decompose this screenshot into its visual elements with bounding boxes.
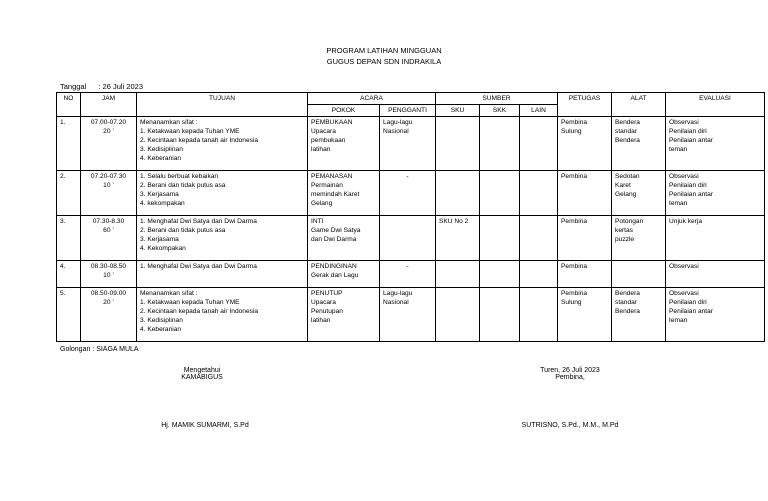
header-skk: SKK: [480, 105, 520, 117]
pembina-title: Pembina,: [555, 374, 585, 381]
cell-line: Permainan: [311, 182, 343, 189]
cell-line: 08.30-08.50: [90, 263, 127, 270]
cell-jam: [81, 288, 137, 342]
cell-lain: [520, 261, 558, 288]
cell-petugas: [558, 288, 612, 342]
cell-pengganti: [380, 171, 436, 216]
cell-skk: [480, 117, 520, 171]
cell-line: Sulung: [561, 299, 582, 306]
golongan-label: Golongan : SIAGA MULA: [60, 346, 139, 353]
cell-alat: [612, 117, 666, 171]
cell-line: 20 ’: [103, 299, 114, 306]
cell-evaluasi: [666, 171, 765, 216]
cell-line: Gelang: [615, 191, 637, 198]
approval-block: [152, 367, 252, 381]
cell-petugas: [558, 171, 612, 216]
header-sumber: SUMBER: [436, 93, 558, 105]
header-alat: ALAT: [612, 93, 666, 117]
cell-line: latihan: [311, 317, 331, 324]
cell-line: Penutupan: [311, 308, 343, 315]
header-pokok: POKOK: [308, 105, 380, 117]
cell-alat: [612, 216, 666, 261]
header-lain: LAIN: [520, 105, 558, 117]
cell-line: 1. Selalu berbuat kebaikan: [140, 173, 219, 180]
cell-line: 4. kekompakan: [140, 200, 185, 207]
header-petugas: PETUGAS: [558, 93, 612, 117]
cell-sku: [436, 261, 480, 288]
date-line: [60, 82, 143, 91]
cell-line: Penilaian diri: [669, 299, 707, 306]
header-no: NO: [57, 93, 81, 117]
cell-line: Pembina: [561, 173, 588, 180]
document-subtitle: GUGUS DEPAN SDN INDRAKILA: [326, 57, 442, 66]
cell-sku: [436, 171, 480, 216]
cell-line: Lagu-lagu: [383, 119, 413, 126]
cell-line: Observasi: [669, 119, 699, 126]
cell-line: Menanamkan sifat :: [140, 119, 198, 126]
cell-line: Penilaian diri: [669, 182, 707, 189]
cell-line: PEMBUKAAN: [311, 119, 353, 126]
approval-label: Mengetahui: [183, 367, 221, 374]
cell-pengganti: [380, 288, 436, 342]
cell-line: 1. Menghafal Dwi Satya dan Dwi Darma: [140, 263, 257, 270]
cell-line: 08.50-09.00: [90, 290, 127, 297]
cell-line: Karet: [615, 182, 631, 189]
header-sku: SKU: [436, 105, 480, 117]
cell-line: Nasional: [383, 128, 409, 135]
approval-title: KAMABIGUS: [181, 374, 223, 381]
cell-petugas: [558, 216, 612, 261]
cell-jam: [81, 117, 137, 171]
cell-pengganti: [380, 216, 436, 261]
cell-line: 2. Berani dan tidak putus asa: [140, 227, 226, 234]
cell-tujuan: [137, 288, 308, 342]
cell-tujuan: [137, 117, 308, 171]
date-value: : 26 Juli 2023: [98, 82, 143, 91]
cell-line: Sedotan: [615, 173, 640, 180]
cell-line: Pembina: [561, 263, 588, 270]
cell-line: Upacara: [311, 299, 336, 306]
cell-line: -: [406, 263, 409, 270]
cell-line: teman: [669, 317, 688, 324]
cell-alat: [612, 261, 666, 288]
cell-line: 60 ’: [103, 227, 114, 234]
cell-line: 3. Kerjasama: [140, 191, 179, 198]
cell-lain: [520, 171, 558, 216]
cell-line: Game Dwi Satya: [311, 227, 361, 234]
table-row: [57, 117, 765, 171]
cell-no: 3.: [57, 216, 81, 261]
cell-pengganti: [380, 117, 436, 171]
cell-line: standar: [615, 128, 638, 135]
cell-line: 07.30-8.30: [92, 218, 125, 225]
cell-pokok: [308, 288, 380, 342]
cell-line: Pembina: [561, 290, 588, 297]
cell-line: 4. Keberanian: [140, 326, 182, 333]
cell-lain: [520, 288, 558, 342]
cell-jam: [81, 261, 137, 288]
table-body: [57, 117, 765, 342]
cell-alat: [612, 171, 666, 216]
cell-line: 07.20-07.30: [90, 173, 127, 180]
cell-line: 1. Ketakwaan kepada Tuhan YME: [140, 299, 240, 306]
header-jam: JAM: [81, 93, 137, 117]
cell-line: Penilaian antar: [669, 308, 714, 315]
cell-line: Potongan: [615, 218, 644, 225]
cell-line: 1. Ketakwaan kepada Tuhan YME: [140, 128, 240, 135]
cell-pokok: [308, 117, 380, 171]
cell-line: 10 ’: [103, 182, 114, 189]
cell-evaluasi: [666, 261, 765, 288]
cell-line: 2. Berani dan tidak putus asa: [140, 182, 226, 189]
cell-evaluasi: [666, 216, 765, 261]
cell-line: SKU No 2: [439, 218, 469, 225]
cell-line: 4. Kekompakan: [140, 245, 186, 252]
cell-line: 2. Kecintaan kepada tanah air Indonesia: [140, 308, 259, 315]
cell-tujuan: [137, 216, 308, 261]
cell-petugas: [558, 261, 612, 288]
table-row: [57, 288, 765, 342]
cell-line: 2. Kecintaan kepada tanah air Indonesia: [140, 137, 259, 144]
cell-pengganti: [380, 261, 436, 288]
cell-no: 4.: [57, 261, 81, 288]
cell-evaluasi: [666, 288, 765, 342]
cell-line: teman: [669, 200, 688, 207]
cell-sku: [436, 117, 480, 171]
cell-line: Penilaian antar: [669, 137, 714, 144]
cell-line: memindah Karet: [311, 191, 360, 198]
cell-line: latihan: [311, 146, 331, 153]
place-date: Turen, 26 Juli 2023: [540, 367, 600, 374]
cell-line: -: [406, 173, 409, 180]
header-acara: ACARA: [308, 93, 436, 105]
cell-lain: [520, 117, 558, 171]
cell-tujuan: [137, 171, 308, 216]
document-title: PROGRAM LATIHAN MINGGUAN: [326, 46, 442, 55]
cell-line: 1. Menghafal Dwi Satya dan Dwi Darma: [140, 218, 257, 225]
cell-jam: [81, 216, 137, 261]
cell-line: Bendera: [615, 290, 640, 297]
cell-line: Observasi: [669, 290, 699, 297]
cell-pokok: [308, 216, 380, 261]
table-row: [57, 171, 765, 216]
cell-line: PENDINGINAN: [311, 263, 357, 270]
cell-line: teman: [669, 146, 688, 153]
cell-line: Nasional: [383, 299, 409, 306]
cell-line: Pembina: [561, 218, 588, 225]
cell-pokok: [308, 261, 380, 288]
cell-line: 20 ’: [103, 128, 114, 135]
cell-line: dan Dwi Darma: [311, 236, 357, 243]
cell-sku: [436, 288, 480, 342]
cell-skk: [480, 216, 520, 261]
cell-pokok: [308, 171, 380, 216]
cell-skk: [480, 261, 520, 288]
cell-line: 10 ’: [103, 272, 114, 279]
header-evaluasi: EVALUASI: [666, 93, 765, 117]
cell-line: INTI: [311, 218, 324, 225]
cell-line: Bendera: [615, 308, 640, 315]
cell-line: Bendera: [615, 119, 640, 126]
cell-line: PEMANASAN: [311, 173, 353, 180]
cell-skk: [480, 288, 520, 342]
approver-name: Hj. MAMIK SUMARMI, S.Pd: [161, 422, 249, 429]
cell-line: Gelang: [311, 200, 333, 207]
cell-line: Penilaian diri: [669, 128, 707, 135]
cell-line: pembukaan: [311, 137, 346, 144]
cell-lain: [520, 216, 558, 261]
schedule-table: [56, 92, 765, 342]
cell-jam: [81, 171, 137, 216]
cell-line: 3. Kedisiplinan: [140, 317, 183, 324]
cell-line: Lagu-lagu: [383, 290, 413, 297]
cell-line: Penilaian antar: [669, 191, 714, 198]
cell-no: 1.: [57, 117, 81, 171]
table-row: [57, 216, 765, 261]
table-row: [57, 261, 765, 288]
cell-line: PENUTUP: [311, 290, 343, 297]
cell-evaluasi: [666, 117, 765, 171]
cell-line: Observasi: [669, 173, 699, 180]
cell-line: Unjuk kerja: [669, 218, 702, 225]
cell-no: 5.: [57, 288, 81, 342]
cell-line: Bendera: [615, 137, 640, 144]
cell-line: Upacara: [311, 128, 336, 135]
cell-petugas: [558, 117, 612, 171]
cell-line: Observasi: [669, 263, 699, 270]
cell-line: Menanamkan sifat :: [140, 290, 198, 297]
cell-line: 3. Kerjasama: [140, 236, 179, 243]
cell-line: Sulung: [561, 128, 582, 135]
cell-alat: [612, 288, 666, 342]
cell-line: 4. Keberanian: [140, 155, 182, 162]
cell-line: kertas: [615, 227, 633, 234]
cell-tujuan: [137, 261, 308, 288]
cell-no: 2.: [57, 171, 81, 216]
cell-skk: [480, 171, 520, 216]
cell-line: puzzle: [615, 236, 635, 243]
cell-line: Pembina: [561, 119, 588, 126]
date-label: Tanggal: [60, 82, 87, 91]
pembina-name: SUTRISNO, S.Pd., M.M., M.Pd: [521, 422, 619, 429]
cell-line: 07.00-07.20: [90, 119, 127, 126]
cell-line: 3. Kedisiplinan: [140, 146, 183, 153]
cell-line: standar: [615, 299, 638, 306]
cell-sku: [436, 216, 480, 261]
signature-block: [510, 367, 630, 381]
cell-line: Gerak dan Lagu: [311, 272, 359, 279]
header-pengganti: PENGGANTI: [380, 105, 436, 117]
header-tujuan: TUJUAN: [137, 93, 308, 117]
